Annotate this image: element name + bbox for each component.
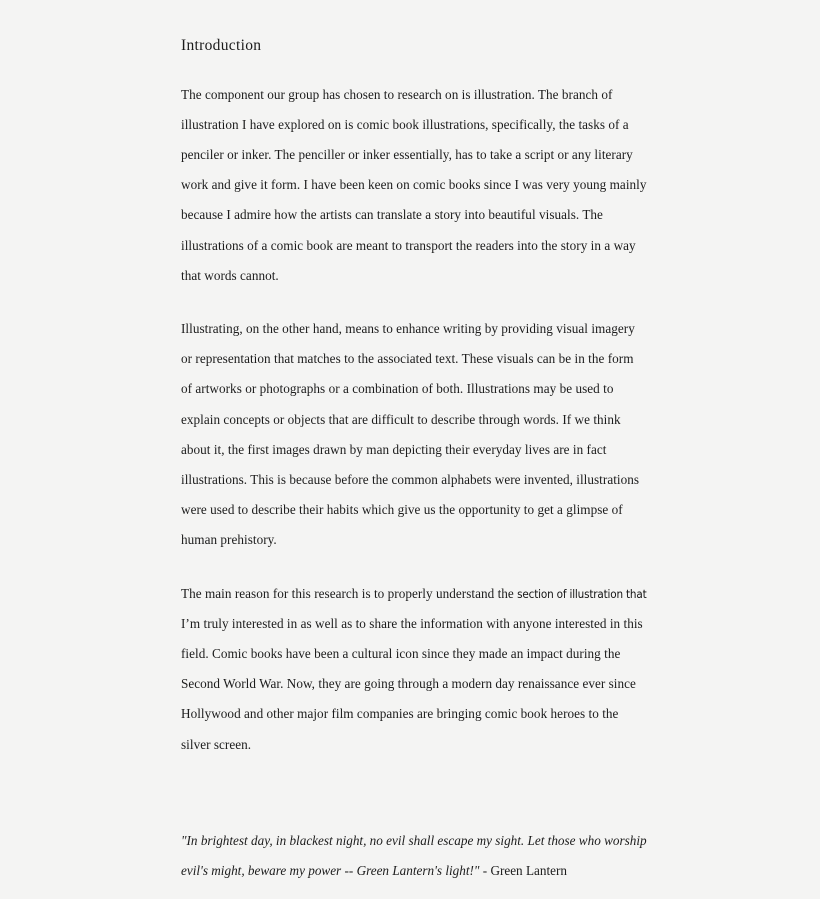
page-title: Introduction bbox=[181, 37, 262, 54]
pull-quote bbox=[181, 826, 647, 886]
emphasized-phrase: section of illustration that bbox=[517, 586, 647, 601]
quote-attribution: - Green Lantern bbox=[479, 862, 567, 878]
paragraph-text-after: I’m truly interested in as well as to share the information with anyone interested in this field. Comic books have been a cultural icon since they made an impact during the Second World War. Now, they are going through a modern day renaissance ever since Hollywood and other major film companies are bringing comic book heroes to the silver screen. bbox=[181, 615, 643, 752]
body-paragraph: Illustrating, on the other hand, means to enhance writing by providing visual imagery or representation that matches to the associated text. These visuals can be in the form of artworks or photographs or a combination of both. Illustrations may be used to explain concepts or objects that are difficult to describe through words. If we think about it, the first images drawn by man depicting their everyday lives are in fact illustrations. This is because before the common alphabets were invented, illustrations were used to describe their habits which give us the opportunity to get a glimpse of human prehistory. bbox=[181, 320, 640, 548]
quote-text: "In brightest day, in blackest night, no evil shall escape my sight. Let those who worship evil's might, beware my power -- Green Lantern's light!" bbox=[181, 832, 647, 878]
body-paragraph: The component our group has chosen to research on is illustration. The branch of illustration I have explored on is comic book illustrations, specifically, the tasks of a penciler or inker. The penciller or inker essentially, has to take a script or any literary work and give it form. I have been keen on comic books since I was very young mainly because I admire how the artists can translate a story into beautiful visuals. The illustrations of a comic book are meant to transport the readers into the story in a way that words cannot. bbox=[181, 86, 647, 283]
paragraph-text-before: The main reason for this research is to properly understand the bbox=[181, 585, 518, 601]
body-paragraph bbox=[181, 579, 647, 760]
document-body bbox=[181, 0, 647, 899]
